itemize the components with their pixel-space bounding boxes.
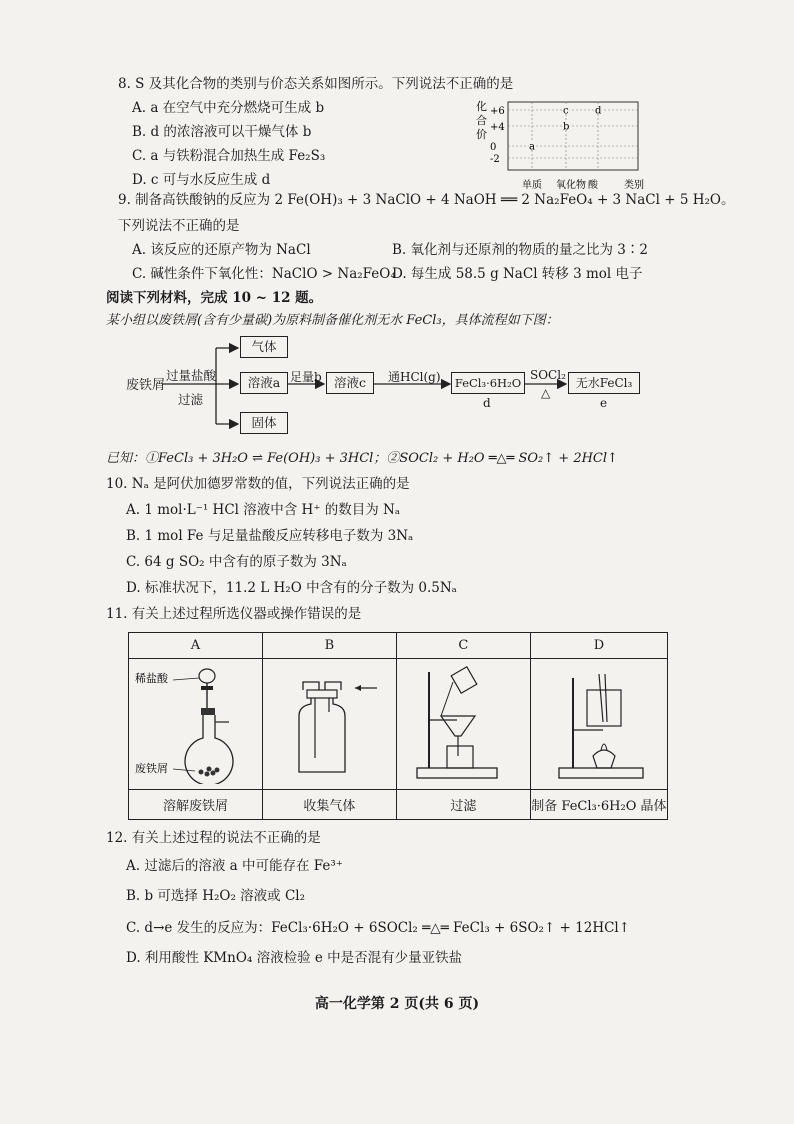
chart-point-d: d (595, 105, 602, 117)
apparatus-caption-b: 收集气体 (262, 789, 396, 819)
flow-label-e: e (600, 396, 608, 410)
chart-point-c: c (563, 105, 569, 117)
label-scrap-iron: 废铁屑 (135, 761, 169, 775)
q8-option-d: D. c 可与水反应生成 d (132, 172, 271, 188)
chart-xtick: 单质 (522, 180, 542, 191)
label-dilute-hcl: 稀盐酸 (135, 671, 169, 685)
q8-option-b: B. d 的浓溶液可以干燥气体 b (132, 124, 312, 140)
apparatus-a (129, 659, 263, 790)
chart-ytick: +6 (490, 106, 505, 117)
evaporation-setup-icon (533, 660, 665, 784)
q9-stem: 9. 制备高铁酸钠的反应为 2 Fe(OH)₃ + 3 NaClO + 4 NaOH ══ 2 Na₂FeO₄ + 3 NaCl + 5 H₂O。 (118, 192, 735, 208)
q10-option-d: D. 标准状况下，11.2 L H₂O 中含有的分子数为 0.5Nₐ (126, 580, 457, 596)
apparatus-d (530, 659, 667, 790)
flow-step2-reagent: 足量b (290, 370, 322, 384)
q10-stem: 10. Nₐ 是阿伏加德罗常数的值，下列说法正确的是 (106, 476, 410, 492)
q9-option-d: D. 每生成 58.5 g NaCl 转移 3 mol 电子 (392, 266, 643, 282)
flow-step1-reagent: 过量盐酸 (166, 368, 217, 383)
chart-points (529, 105, 603, 153)
q12-option-a: A. 过滤后的溶液 a 中可能存在 Fe³⁺ (126, 858, 343, 874)
flow-start: 废铁屑 (126, 378, 166, 393)
q8-stem: 8. S 及其化合物的类别与价态关系如图所示。下列说法不正确的是 (118, 76, 514, 92)
chart-xlabel: 类别 (624, 180, 644, 191)
chart-ylabel-char: 化 (476, 100, 487, 113)
reading-intro: 某小组以废铁屑(含有少量碳)为原料制备催化剂无水 FeCl₃，具体流程如下图： (106, 313, 559, 328)
flow-step3-reagent: 通HCl(g) (388, 370, 441, 384)
chart-xtick: 氧化物 (556, 180, 586, 191)
q9-sub: 下列说法不正确的是 (118, 218, 240, 234)
flow-step1-operation: 过滤 (178, 392, 204, 407)
chart-point-b: b (563, 121, 570, 133)
chart-ylabel-char: 合 (476, 114, 487, 127)
page-footer: 高一化学第 2 页(共 6 页) (314, 996, 480, 1012)
flask-funnel-icon (129, 660, 261, 784)
chart-ytick: -2 (490, 154, 500, 165)
q10-option-c: C. 64 g SO₂ 中含有的原子数为 3Nₐ (126, 554, 347, 570)
flow-product-e-box: 无水FeCl₃ (568, 372, 640, 394)
flow-step4-reagent: SOCl₂ (530, 368, 566, 382)
apparatus-header-d: D (530, 633, 667, 659)
apparatus-caption-a: 溶解废铁屑 (129, 789, 263, 819)
apparatus-b (262, 659, 396, 790)
chart-ylabel (476, 99, 487, 141)
flow-product-d-box: FeCl₃·6H₂O (451, 372, 525, 394)
q10-option-b: B. 1 mol Fe 与足量盐酸反应转移电子数为 3Nₐ (126, 528, 414, 544)
q8-option-c: C. a 与铁粉混合加热生成 Fe₂S₃ (132, 148, 326, 164)
chart-yticks (490, 106, 505, 165)
flow-solution-a-box: 溶液a (240, 372, 288, 394)
chart-ytick: 0 (490, 142, 497, 153)
apparatus-caption-c: 过滤 (396, 789, 530, 819)
q10-option-a: A. 1 mol·L⁻¹ HCl 溶液中含 H⁺ 的数目为 Nₐ (126, 502, 401, 518)
flow-solution-c-box: 溶液c (326, 372, 374, 394)
q11-stem: 11. 有关上述过程所选仪器或操作错误的是 (106, 606, 362, 622)
chart-ytick: +4 (490, 122, 505, 133)
gas-bottle-icon (263, 660, 395, 784)
apparatus-header-c: C (396, 633, 530, 659)
chart-ylabel-char: 价 (476, 128, 487, 141)
flow-label-d: d (483, 396, 491, 410)
chart-point-a: a (529, 141, 535, 153)
q8-option-a: A. a 在空气中充分燃烧可生成 b (132, 100, 325, 116)
q9-option-a: A. 该反应的还原产物为 NaCl (132, 242, 311, 258)
q12-option-b: B. b 可选择 H₂O₂ 溶液或 Cl₂ (126, 888, 306, 904)
filtration-setup-icon (397, 660, 529, 784)
known-conditions: 已知：①FeCl₃ + 3H₂O ⇌ Fe(OH)₃ + 3HCl；②SOCl₂ + H₂O ═△═ SO₂↑ + 2HCl↑ (106, 451, 618, 466)
apparatus-table (128, 632, 668, 820)
apparatus-c (396, 659, 530, 790)
q9-option-b: B. 氧化剂与还原剂的物质的量之比为 3∶2 (392, 242, 648, 258)
q12-option-d: D. 利用酸性 KMnO₄ 溶液检验 e 中是否混有少量亚铁盐 (126, 950, 463, 966)
q9-option-c: C. 碱性条件下氧化性：NaClO > Na₂FeO₄ (132, 266, 396, 282)
flow-step4-condition: △ (541, 386, 551, 400)
apparatus-header-b: B (262, 633, 396, 659)
flow-solid-box: 固体 (240, 412, 288, 434)
apparatus-caption-d: 制备 FeCl₃·6H₂O 晶体 (530, 789, 667, 819)
flow-gas-box: 气体 (240, 336, 288, 358)
chart-xtick: 酸 (588, 180, 598, 191)
q12-stem: 12. 有关上述过程的说法不正确的是 (106, 830, 321, 846)
valence-chart (470, 96, 670, 196)
q12-option-c: C. d→e 发生的反应为：FeCl₃·6H₂O + 6SOCl₂ ═△═ FeCl₃ + 6SO₂↑ + 12HCl↑ (126, 920, 631, 936)
reading-title: 阅读下列材料，完成 10 ~ 12 题。 (106, 290, 323, 306)
chart-grid (508, 102, 638, 170)
apparatus-header-a: A (129, 633, 263, 659)
